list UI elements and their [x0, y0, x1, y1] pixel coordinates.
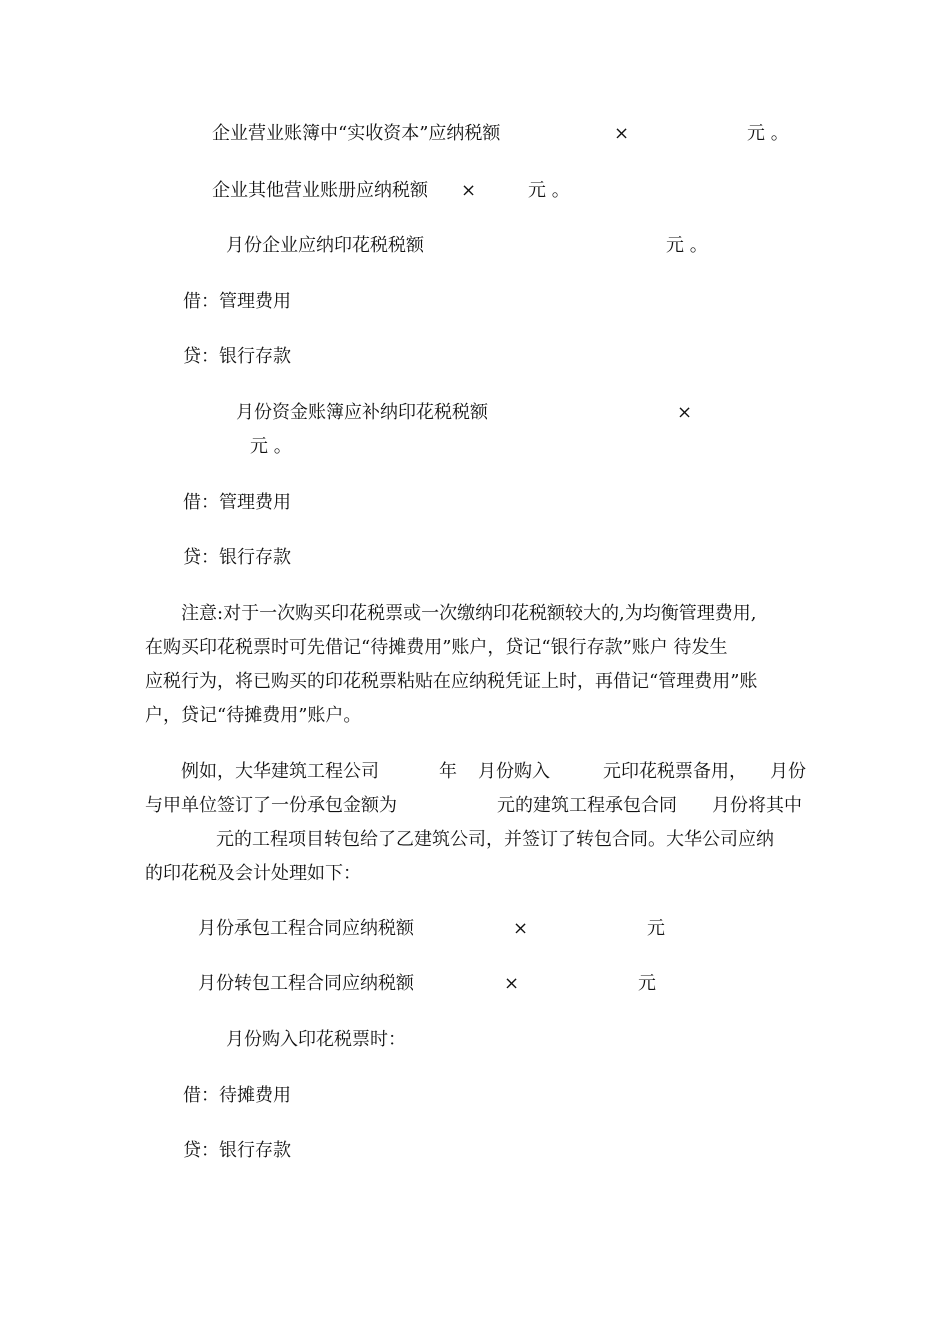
- subcontract-tax-label: 月份转包工程合同应纳税额: [198, 973, 414, 994]
- multiply-sign: ×: [677, 402, 693, 423]
- credit-entry: 贷：银行存款: [183, 346, 291, 367]
- line-other-ledger-label: 企业其他营业账册应纳税额: [212, 180, 428, 201]
- debit-entry: 借：管理费用: [183, 291, 291, 312]
- example-text: 元印花税票备用，: [603, 761, 747, 782]
- multiply-sign: ×: [504, 973, 520, 994]
- example-text: 例如，大华建筑工程公司: [181, 761, 379, 782]
- line-capital-ledger-label: 月份资金账簿应补纳印花税税额: [236, 402, 488, 423]
- unit-yuan: 元: [647, 918, 665, 939]
- unit-yuan: 元 。: [250, 436, 292, 457]
- line-paid-in-capital-label: 企业营业账簿中“实收资本”应纳税额: [212, 123, 501, 144]
- example-text: 月份将其中: [712, 795, 802, 816]
- paragraph-line: 在购买印花税票时可先借记“待摊费用”账户，贷记“银行存款”账户 待发生: [145, 637, 728, 658]
- example-text: 的印花税及会计处理如下：: [145, 863, 361, 884]
- paragraph-line: 注意:对于一次购买印花税票或一次缴纳印花税额较大的,为均衡管理费用,: [181, 603, 757, 624]
- paragraph-line: 户，贷记“待摊费用”账户。: [145, 705, 362, 726]
- credit-entry: 贷：银行存款: [183, 1140, 291, 1161]
- multiply-sign: ×: [614, 123, 630, 144]
- example-text: 元的建筑工程承包合同: [497, 795, 677, 816]
- unit-yuan: 元 。: [747, 123, 789, 144]
- example-text: 月份: [770, 761, 806, 782]
- example-text: 与甲单位签订了一份承包金额为: [145, 795, 397, 816]
- debit-entry: 借：管理费用: [183, 492, 291, 513]
- paragraph-line: 应税行为，将已购买的印花税票粘贴在应纳税凭证上时，再借记“管理费用”账: [145, 671, 758, 692]
- credit-entry: 贷：银行存款: [183, 547, 291, 568]
- multiply-sign: ×: [461, 180, 477, 201]
- example-text: 年: [439, 761, 457, 782]
- example-text: 元的工程项目转包给了乙建筑公司，并签订了转包合同。大华公司应纳: [216, 829, 774, 850]
- unit-yuan: 元: [638, 973, 656, 994]
- multiply-sign: ×: [513, 918, 529, 939]
- debit-entry: 借：待摊费用: [183, 1085, 291, 1106]
- contract-tax-label: 月份承包工程合同应纳税额: [198, 918, 414, 939]
- example-text: 月份购入: [478, 761, 550, 782]
- unit-yuan: 元 。: [528, 180, 570, 201]
- line-monthly-stamp-tax-label: 月份企业应纳印花税税额: [226, 235, 424, 256]
- unit-yuan: 元 。: [666, 235, 708, 256]
- note-paragraph: [145, 597, 807, 733]
- purchase-stamps-heading: 月份购入印花税票时：: [226, 1029, 406, 1050]
